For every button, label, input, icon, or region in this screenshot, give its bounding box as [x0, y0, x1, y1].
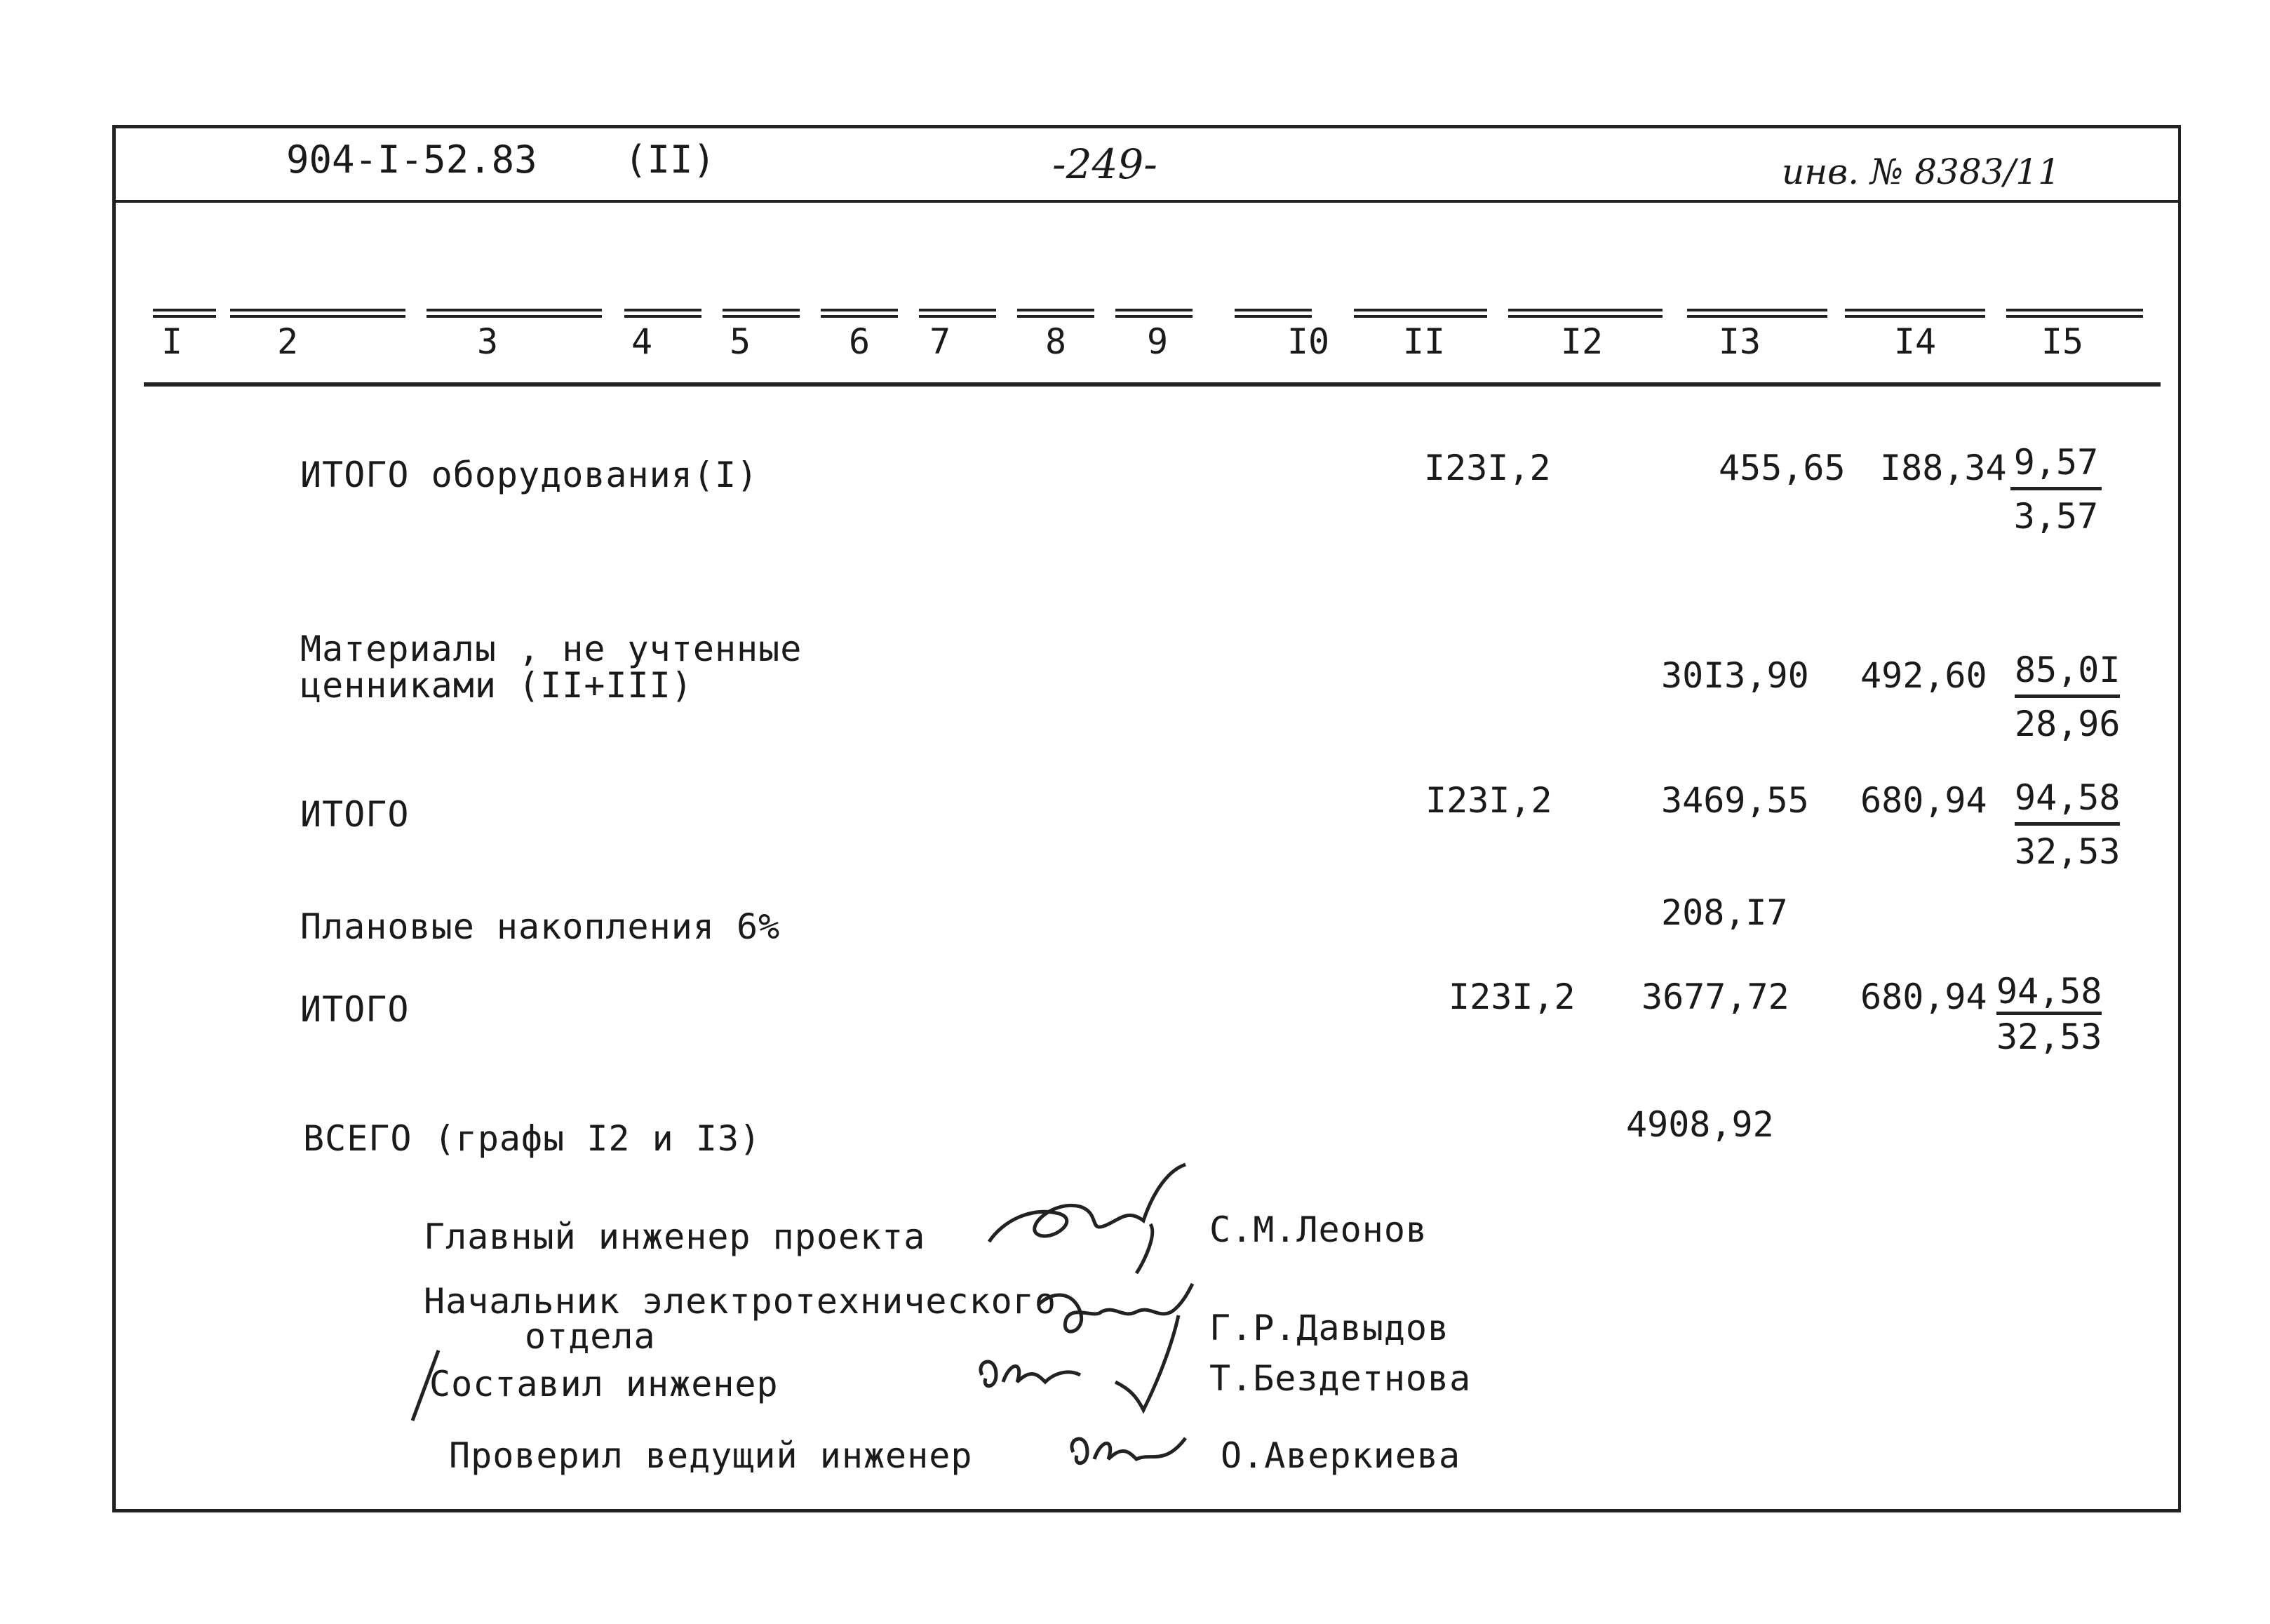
column-header-bar: [1017, 309, 1094, 318]
handwritten-mark-compiled: [407, 1347, 442, 1424]
column-header-bar: [1508, 309, 1663, 318]
column-header-bar: [230, 309, 405, 318]
row-equipment-c13: 455,65: [1719, 448, 1846, 488]
handwritten-signature-bezdetnova: [968, 1347, 1094, 1403]
row-total2-c13: 3677,72: [1641, 977, 1789, 1017]
column-number: II: [1402, 321, 1446, 362]
row-label-equipment-total: ИТОГО оборудования(I): [300, 455, 759, 495]
row-materials-c14: 492,60: [1860, 655, 1987, 696]
row-grand-total-c13: 4908,92: [1626, 1104, 1774, 1145]
column-header-bar: [919, 309, 996, 318]
column-number: I4: [1893, 321, 1937, 362]
row-label-materials-1: Материалы , не учтенные: [300, 629, 802, 669]
column-number: 8: [1045, 321, 1067, 362]
column-number: 5: [729, 321, 751, 362]
part-number: (II): [624, 137, 716, 182]
row-equipment-c11: I23I,2: [1424, 448, 1551, 488]
column-number: 7: [929, 321, 951, 362]
column-header-bar: [2006, 309, 2143, 318]
row-materials-c15: 85,0I 28,96: [2015, 650, 2121, 744]
column-header-bar: [153, 309, 216, 318]
row-total2-c15: 94,58 32,53: [1996, 971, 2102, 1057]
row-planned-c13: 208,I7: [1661, 892, 1788, 933]
column-number: I: [161, 321, 183, 362]
signature-name-averkieva: О.Аверкиева: [1221, 1435, 1461, 1476]
signature-title-compiled-by: Составил инженер: [429, 1364, 779, 1404]
column-header-bar: [1687, 309, 1827, 318]
row-total1-c15: 94,58 32,53: [2015, 777, 2121, 872]
signature-title-chief-engineer: Главный инженер проекта: [424, 1216, 926, 1257]
row-total1-c13: 3469,55: [1661, 780, 1809, 821]
row-total2-c14: 680,94: [1860, 977, 1987, 1017]
column-number: I2: [1560, 321, 1604, 362]
column-number: 3: [476, 321, 499, 362]
handwritten-signature-averkieva: [1059, 1424, 1200, 1480]
doc-code: 904-I-52.83: [286, 137, 537, 182]
signature-title-head-electrical-1: Начальник электротехнического: [424, 1281, 1056, 1322]
row-label-grand-total: ВСЕГО (графы I2 и I3): [303, 1118, 762, 1159]
signature-title-checked-by: Проверил ведущий инженер: [449, 1435, 973, 1476]
row-label-total-2: ИТОГО: [300, 989, 410, 1030]
handwritten-signature-leonov: [975, 1157, 1207, 1277]
column-number: I5: [2041, 321, 2084, 362]
inventory-number: инв. № 8383/11: [1782, 152, 2060, 192]
column-number: 2: [276, 321, 299, 362]
column-number: I0: [1287, 321, 1330, 362]
column-header-bar: [1115, 309, 1193, 318]
column-number: 6: [848, 321, 871, 362]
column-header-bar: [427, 309, 602, 318]
signature-name-davydov: Г.Р.Давыдов: [1209, 1308, 1450, 1348]
column-header-rule: [144, 382, 2161, 387]
row-label-planned-savings: Плановые накопления 6%: [300, 906, 781, 947]
column-header-bar: [821, 309, 898, 318]
row-equipment-c14: I88,34: [1880, 448, 2007, 488]
column-number: I3: [1718, 321, 1761, 362]
page-number: -249-: [1052, 140, 1157, 188]
row-total1-c11: I23I,2: [1425, 780, 1552, 821]
row-label-total-1: ИТОГО: [300, 794, 410, 835]
column-header-bar: [723, 309, 800, 318]
column-number: 4: [631, 321, 653, 362]
header-divider: [112, 200, 2178, 203]
row-total1-c14: 680,94: [1860, 780, 1987, 821]
column-header-bar: [1845, 309, 1985, 318]
row-equipment-c15: 9,57 3,57: [2010, 442, 2102, 537]
column-header-bar: [624, 309, 701, 318]
row-total2-c11: I23I,2: [1449, 977, 1576, 1017]
signature-title-head-electrical-2: отдела: [525, 1316, 656, 1357]
column-header-bar: [1235, 309, 1312, 318]
row-materials-c13: 30I3,90: [1661, 655, 1809, 696]
column-number: 9: [1146, 321, 1169, 362]
row-label-materials-2: ценниками (II+III): [300, 665, 693, 706]
signature-name-leonov: С.М.Леонов: [1209, 1209, 1428, 1250]
signature-name-bezdetnova: Т.Бездетнова: [1209, 1358, 1472, 1399]
column-header-bar: [1354, 309, 1487, 318]
